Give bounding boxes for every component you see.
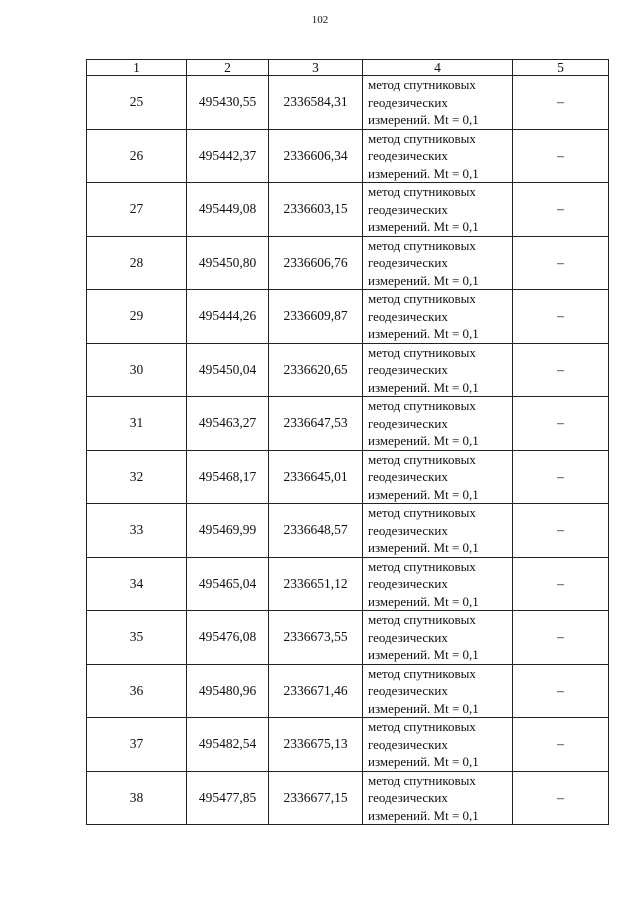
method-cell bbox=[363, 76, 513, 130]
y-coordinate-cell: 2336584,31 bbox=[269, 76, 363, 130]
point-number-cell: 34 bbox=[87, 557, 187, 611]
x-coordinate-cell: 495476,08 bbox=[187, 611, 269, 665]
table-row bbox=[87, 343, 609, 397]
method-line: измерений. Mt = 0,1 bbox=[368, 807, 479, 823]
point-number-cell: 26 bbox=[87, 129, 187, 183]
table-row bbox=[87, 450, 609, 504]
method-line: метод спутниковых bbox=[368, 237, 476, 253]
method-line: метод спутниковых bbox=[368, 558, 476, 574]
method-cell bbox=[363, 343, 513, 397]
x-coordinate-cell: 495442,37 bbox=[187, 129, 269, 183]
note-cell: – bbox=[513, 504, 609, 558]
point-number-cell: 35 bbox=[87, 611, 187, 665]
point-number-cell: 25 bbox=[87, 76, 187, 130]
method-line: метод спутниковых bbox=[368, 184, 476, 199]
method-line: геодезических bbox=[368, 790, 448, 805]
x-coordinate-cell: 495450,04 bbox=[187, 343, 269, 397]
method-cell bbox=[363, 718, 513, 772]
method-line: геодезических bbox=[368, 469, 448, 484]
method-line: геодезических bbox=[368, 148, 448, 163]
method-cell bbox=[363, 504, 513, 558]
method-cell bbox=[363, 236, 513, 290]
table-row bbox=[87, 397, 609, 451]
method-line: измерений. Mt = 0,1 bbox=[368, 647, 479, 662]
coordinates-table bbox=[86, 59, 609, 825]
method-line: измерений. Mt = 0,1 bbox=[368, 540, 479, 555]
x-coordinate-cell: 495469,99 bbox=[187, 504, 269, 558]
method-line: измерений. Mt = 0,1 bbox=[368, 486, 479, 502]
method-line: измерений. Mt = 0,1 bbox=[368, 379, 479, 395]
note-cell: – bbox=[513, 664, 609, 718]
method-cell bbox=[363, 611, 513, 665]
y-coordinate-cell: 2336648,57 bbox=[269, 504, 363, 558]
method-line: геодезических bbox=[368, 576, 448, 591]
method-line: метод спутниковых bbox=[368, 398, 476, 413]
method-cell bbox=[363, 129, 513, 183]
table-row bbox=[87, 236, 609, 290]
point-number-cell: 28 bbox=[87, 236, 187, 290]
x-coordinate-cell: 495465,04 bbox=[187, 557, 269, 611]
table-row bbox=[87, 290, 609, 344]
method-line: геодезических bbox=[368, 94, 448, 110]
method-line: геодезических bbox=[368, 255, 448, 270]
note-cell: – bbox=[513, 129, 609, 183]
x-coordinate-cell: 495482,54 bbox=[187, 718, 269, 772]
y-coordinate-cell: 2336673,55 bbox=[269, 611, 363, 665]
x-coordinate-cell: 495477,85 bbox=[187, 771, 269, 825]
method-line: метод спутниковых bbox=[368, 719, 476, 734]
y-coordinate-cell: 2336609,87 bbox=[269, 290, 363, 344]
method-line: измерений. Mt = 0,1 bbox=[368, 433, 479, 448]
table-header-row bbox=[87, 60, 609, 76]
method-line: геодезических bbox=[368, 308, 448, 324]
method-line: метод спутниковых bbox=[368, 505, 476, 520]
method-line: геодезических bbox=[368, 201, 448, 217]
note-cell: – bbox=[513, 611, 609, 665]
method-cell bbox=[363, 450, 513, 504]
column-header: 2 bbox=[187, 60, 269, 76]
note-cell: – bbox=[513, 771, 609, 825]
table-row bbox=[87, 504, 609, 558]
x-coordinate-cell: 495444,26 bbox=[187, 290, 269, 344]
point-number-cell: 37 bbox=[87, 718, 187, 772]
table-row bbox=[87, 611, 609, 665]
x-coordinate-cell: 495450,80 bbox=[187, 236, 269, 290]
y-coordinate-cell: 2336675,13 bbox=[269, 718, 363, 772]
page-number: 102 bbox=[311, 14, 329, 26]
y-coordinate-cell: 2336647,53 bbox=[269, 397, 363, 451]
y-coordinate-cell: 2336645,01 bbox=[269, 450, 363, 504]
method-line: метод спутниковых bbox=[368, 612, 476, 627]
method-line: измерений. Mt = 0,1 bbox=[368, 754, 479, 769]
method-line: геодезических bbox=[368, 415, 448, 431]
note-cell: – bbox=[513, 718, 609, 772]
note-cell: – bbox=[513, 397, 609, 451]
table-row bbox=[87, 129, 609, 183]
method-line: метод спутниковых bbox=[368, 344, 476, 360]
y-coordinate-cell: 2336603,15 bbox=[269, 183, 363, 237]
method-line: метод спутниковых bbox=[368, 665, 476, 681]
method-line: геодезических bbox=[368, 522, 448, 538]
column-header: 3 bbox=[269, 60, 363, 76]
method-line: метод спутниковых bbox=[368, 291, 476, 306]
method-line: измерений. Mt = 0,1 bbox=[368, 272, 479, 288]
column-header: 1 bbox=[87, 60, 187, 76]
point-number-cell: 33 bbox=[87, 504, 187, 558]
point-number-cell: 38 bbox=[87, 771, 187, 825]
table-row bbox=[87, 557, 609, 611]
method-cell bbox=[363, 771, 513, 825]
table-row bbox=[87, 183, 609, 237]
y-coordinate-cell: 2336606,76 bbox=[269, 236, 363, 290]
method-line: метод спутниковых bbox=[368, 77, 476, 92]
method-line: измерений. Mt = 0,1 bbox=[368, 326, 479, 341]
method-cell bbox=[363, 290, 513, 344]
point-number-cell: 32 bbox=[87, 450, 187, 504]
method-line: метод спутниковых bbox=[368, 451, 476, 467]
method-cell bbox=[363, 397, 513, 451]
method-line: геодезических bbox=[368, 629, 448, 645]
x-coordinate-cell: 495468,17 bbox=[187, 450, 269, 504]
y-coordinate-cell: 2336677,15 bbox=[269, 771, 363, 825]
method-line: геодезических bbox=[368, 683, 448, 698]
note-cell: – bbox=[513, 290, 609, 344]
note-cell: – bbox=[513, 76, 609, 130]
table-body bbox=[87, 76, 609, 825]
method-cell bbox=[363, 664, 513, 718]
method-line: измерений. Mt = 0,1 bbox=[368, 700, 479, 716]
y-coordinate-cell: 2336606,34 bbox=[269, 129, 363, 183]
point-number-cell: 27 bbox=[87, 183, 187, 237]
method-line: измерений. Mt = 0,1 bbox=[368, 112, 479, 127]
table-row bbox=[87, 664, 609, 718]
x-coordinate-cell: 495430,55 bbox=[187, 76, 269, 130]
method-line: измерений. Mt = 0,1 bbox=[368, 165, 479, 181]
point-number-cell: 36 bbox=[87, 664, 187, 718]
note-cell: – bbox=[513, 450, 609, 504]
note-cell: – bbox=[513, 236, 609, 290]
y-coordinate-cell: 2336671,46 bbox=[269, 664, 363, 718]
x-coordinate-cell: 495449,08 bbox=[187, 183, 269, 237]
column-header: 4 bbox=[363, 60, 513, 76]
method-cell bbox=[363, 183, 513, 237]
method-line: геодезических bbox=[368, 736, 448, 752]
point-number-cell: 29 bbox=[87, 290, 187, 344]
table-row bbox=[87, 718, 609, 772]
column-header: 5 bbox=[513, 60, 609, 76]
method-line: метод спутниковых bbox=[368, 130, 476, 146]
y-coordinate-cell: 2336620,65 bbox=[269, 343, 363, 397]
point-number-cell: 30 bbox=[87, 343, 187, 397]
table-row bbox=[87, 76, 609, 130]
table-row bbox=[87, 771, 609, 825]
note-cell: – bbox=[513, 343, 609, 397]
method-line: геодезических bbox=[368, 362, 448, 377]
x-coordinate-cell: 495480,96 bbox=[187, 664, 269, 718]
method-line: измерений. Mt = 0,1 bbox=[368, 593, 479, 609]
method-cell bbox=[363, 557, 513, 611]
y-coordinate-cell: 2336651,12 bbox=[269, 557, 363, 611]
point-number-cell: 31 bbox=[87, 397, 187, 451]
x-coordinate-cell: 495463,27 bbox=[187, 397, 269, 451]
note-cell: – bbox=[513, 183, 609, 237]
method-line: метод спутниковых bbox=[368, 772, 476, 788]
note-cell: – bbox=[513, 557, 609, 611]
method-line: измерений. Mt = 0,1 bbox=[368, 219, 479, 234]
